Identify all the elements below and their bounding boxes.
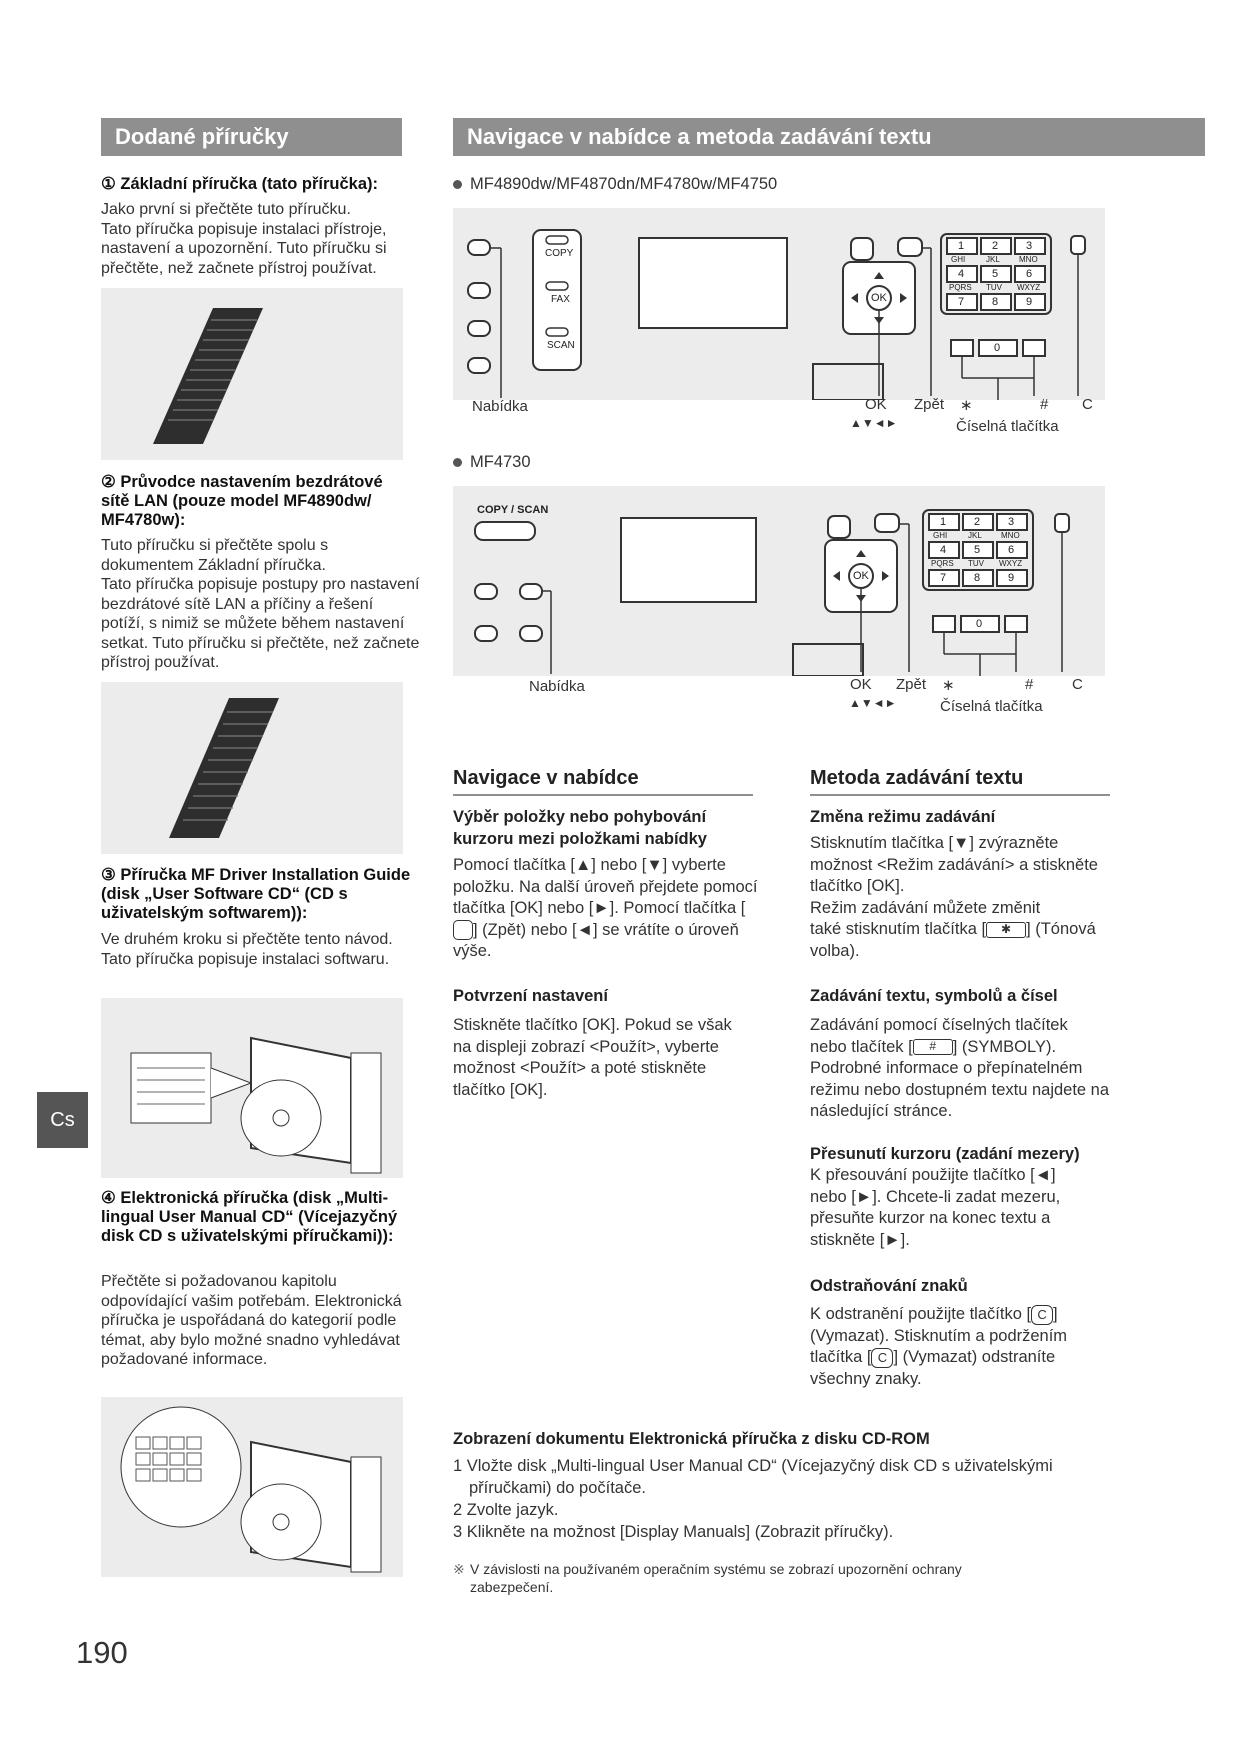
input-s1-text: Stisknutím tlačítka [▼] zvýrazněte možnost <Režim zadávání> a stiskněte tlačítko [OK]. Režim zadávání můžete změnit	[810, 834, 1098, 917]
label-arrows-1: ▲▼◄►	[850, 416, 898, 430]
fax-key-label: FAX	[551, 294, 570, 305]
letters-pqrs: PQRS	[949, 283, 972, 292]
cd-step-2: 2 Zvolte jazyk.	[453, 1501, 559, 1519]
label-hash-1: #	[1040, 396, 1049, 413]
clear-key-icon: C	[1031, 1305, 1053, 1325]
label-back-2: Zpět	[896, 676, 927, 693]
cd-note: V závislosti na používaném operačním systému se zobrazí upozornění ochrany zabezpečení.	[470, 1561, 962, 1595]
input-s1-text2b: ] (Tónová volba).	[810, 920, 1096, 960]
nav-s1-body	[453, 855, 763, 963]
right-section-header: Navigace v nabídce a metoda zadávání textu	[453, 118, 1205, 156]
label-star-2: ∗	[942, 677, 955, 694]
ok-key-label: OK	[853, 570, 869, 582]
tone-key-icon: ✱	[986, 922, 1026, 938]
left-section-header: Dodané příručky	[101, 118, 402, 156]
input-s4-a: K odstranění použijte tlačítko [	[810, 1305, 1032, 1323]
label-c-1: C	[1082, 396, 1093, 413]
key-2: 2	[992, 240, 999, 252]
letters-wxyz: WXYZ	[999, 559, 1023, 568]
wlan-guide-image	[101, 682, 403, 854]
letters-jkl: JKL	[986, 255, 1000, 264]
monitor-cd-illustration	[101, 1397, 403, 1577]
bullet-icon	[453, 458, 462, 467]
letters-ghi: GHI	[933, 531, 948, 540]
key-6: 6	[1026, 268, 1033, 280]
key-5: 5	[974, 544, 981, 556]
model-1-text: MF4890dw/MF4870dn/MF4780w/MF4750	[470, 175, 778, 193]
manual-3-body: Ve druhém kroku si přečtěte tento návod. Tato příručka popisuje instalaci softwaru.	[101, 931, 393, 968]
key-0: 0	[976, 618, 983, 630]
nav-s1-text: Pomocí tlačítka [▲] nebo [▼] vyberte položku. Na další úroveň přejdete pomocí tlačítka [OK] nebo [►].	[453, 856, 758, 917]
basic-guide-image	[101, 288, 403, 460]
model-2-label	[453, 453, 531, 472]
label-star-1: ∗	[960, 397, 973, 414]
key-2: 2	[974, 516, 981, 528]
bullet-icon	[453, 180, 462, 189]
letters-tuv: TUV	[968, 559, 984, 568]
key-9: 9	[1026, 296, 1033, 308]
label-hash-2: #	[1025, 676, 1034, 693]
key-7: 7	[958, 296, 965, 308]
e-manual-image	[101, 1397, 403, 1577]
nav-s2-title: Potvrzení nastavení	[453, 987, 608, 1005]
label-arrows-2: ▲▼◄►	[849, 696, 897, 710]
key-1: 1	[940, 516, 947, 528]
ok-key-label: OK	[871, 292, 887, 304]
key-1: 1	[958, 240, 965, 252]
input-s3-title: Přesunutí kurzoru (zadání mezery)	[810, 1145, 1080, 1163]
nav-s1-text2b: ] (Zpět) nebo [◄] se vrátíte o úroveň výše.	[453, 920, 739, 960]
control-panel-2	[453, 486, 1105, 676]
manual-4-body: Přečtěte si požadovanou kapitolu odpovídající vašim potřebám. Elektronická příručka je uspořádaná do kategorií podle témat, aby bylo možné snadno vyhledávat požadované informace.	[101, 1273, 402, 1368]
control-panel-1	[453, 208, 1105, 400]
input-s4-b: ]	[1053, 1305, 1058, 1323]
clear-key-icon: C	[871, 1348, 893, 1368]
back-key-icon	[453, 920, 473, 940]
label-c-2: C	[1072, 676, 1083, 693]
input-s1-text2a: také stisknutím tlačítka [	[810, 920, 987, 938]
manual-3-title: ③ Příručka MF Driver Installation Guide (disk „User Software CD“ (CD s uživatelským softwarem)):	[101, 866, 411, 922]
input-s1-body	[810, 833, 1100, 962]
model-2-text: MF4730	[470, 453, 531, 471]
letters-mno: MNO	[1019, 255, 1038, 264]
language-tab: Cs	[37, 1092, 88, 1148]
label-numeric-1: Číselná tlačítka	[956, 418, 1059, 435]
letters-mno: MNO	[1001, 531, 1020, 540]
input-s2-text2b: ] (SYMBOLY).	[952, 1037, 1057, 1056]
cd-steps	[453, 1455, 1118, 1543]
input-s4-c: (Vymazat). Stisknutím a podržením	[810, 1326, 1068, 1345]
letters-ghi: GHI	[951, 255, 966, 264]
label-menu-2: Nabídka	[529, 678, 585, 695]
input-s1-title: Změna režimu zadávání	[810, 808, 996, 826]
manual-1-body: Jako první si přečtěte tuto příručku. Tato příručka popisuje instalaci přístroje, nastavení a upozornění. Tuto příručku si přečtěte, než začnete přístroj používat.	[101, 201, 387, 277]
key-8: 8	[992, 296, 999, 308]
key-5: 5	[992, 268, 999, 280]
key-7: 7	[940, 572, 947, 584]
manual-2-body: Tuto příručku si přečtěte spolu s dokumentem Základní příručka. Tato příručka popisuje postupy pro nastavení bezdrátové sítě LAN a příčiny a řešení potíží, s nimiž se můžete během nastavení setkat. Tuto příručku si přečtěte, než začnete přístroj používat.	[101, 537, 420, 671]
label-numeric-2: Číselná tlačítka	[940, 698, 1043, 715]
label-ok-1: OK	[865, 396, 887, 413]
key-0: 0	[994, 342, 1001, 354]
input-heading: Metoda zadávání textu	[810, 767, 1110, 796]
letters-jkl: JKL	[968, 531, 982, 540]
input-s2-text1: Zadávání pomocí číselných tlačítek	[810, 1016, 1068, 1034]
nav-heading: Navigace v nabídce	[453, 767, 753, 796]
manual-4-title: ④ Elektronická příručka (disk „Multi-lingual User Manual CD“ (Vícejazyčný disk CD s uživatelskými příručkami)):	[101, 1189, 398, 1245]
cd-note-mark: ※	[453, 1561, 465, 1577]
manual-2-title: ② Průvodce nastavením bezdrátové sítě LAN (pouze model MF4890dw/ MF4780w):	[101, 473, 383, 529]
input-s4-body	[810, 1304, 1110, 1390]
copy-scan-label: COPY / SCAN	[477, 504, 549, 516]
booklet-illustration	[101, 288, 403, 460]
letters-pqrs: PQRS	[931, 559, 954, 568]
cd-step-1: 1 Vložte disk „Multi-lingual User Manual CD“ (Vícejazyčný disk CD s uživatelskými příručkami) do počítače.	[453, 1457, 1053, 1497]
key-6: 6	[1008, 544, 1015, 556]
letters-tuv: TUV	[986, 283, 1002, 292]
nav-s1-text2a: Pomocí tlačítka [	[623, 899, 746, 917]
key-3: 3	[1008, 516, 1015, 528]
input-s4-e: ] (Vymazat) odstraníte	[893, 1348, 1056, 1366]
key-3: 3	[1026, 240, 1033, 252]
nav-s2-body: Stiskněte tlačítko [OK]. Pokud se však na displeji zobrazí <Použít>, vyberte možnost <Použít> a poté stiskněte tlačítko [OK].	[453, 1016, 732, 1099]
monitor-cd-illustration	[101, 998, 403, 1178]
key-4: 4	[940, 544, 947, 556]
input-s2-body	[810, 1015, 1110, 1123]
cd-step-3: 3 Klikněte na možnost [Display Manuals] (Zobrazit příručky).	[453, 1523, 894, 1541]
scan-key-label: SCAN	[547, 340, 575, 351]
cd-title: Zobrazení dokumentu Elektronická příručka z disku CD-ROM	[453, 1430, 930, 1448]
page-number: 190	[76, 1635, 128, 1670]
input-s4-d: tlačítka [	[810, 1348, 872, 1366]
input-s2-title: Zadávání textu, symbolů a čísel	[810, 987, 1058, 1005]
label-menu-1: Nabídka	[472, 398, 528, 415]
key-9: 9	[1008, 572, 1015, 584]
input-s4-f: všechny znaky.	[810, 1369, 922, 1388]
key-8: 8	[974, 572, 981, 584]
hash-key-icon: #	[913, 1039, 953, 1055]
copy-key-label: COPY	[545, 248, 574, 259]
model-1-label	[453, 175, 777, 194]
label-back-1: Zpět	[914, 396, 945, 413]
booklet-illustration	[101, 682, 403, 854]
input-s3-body: K přesouvání použijte tlačítko [◄] nebo [►]. Chcete-li zadat mezeru, přesuňte kurzor na konec textu a stiskněte [►].	[810, 1166, 1061, 1249]
driver-guide-image	[101, 998, 403, 1178]
input-s2-text3: Podrobné informace o přepínatelném režimu nebo dostupném textu najdete na následující stránce.	[810, 1059, 1110, 1120]
input-s4-title: Odstraňování znaků	[810, 1277, 968, 1295]
label-ok-2: OK	[850, 676, 872, 693]
input-s2-text2a: nebo tlačítek [	[810, 1037, 913, 1056]
letters-wxyz: WXYZ	[1017, 283, 1041, 292]
nav-s1-title: Výběr položky nebo pohybování kurzoru mezi položkami nabídky	[453, 808, 707, 848]
key-4: 4	[958, 268, 965, 280]
manual-1-title: ① Základní příručka (tato příručka):	[101, 175, 379, 193]
